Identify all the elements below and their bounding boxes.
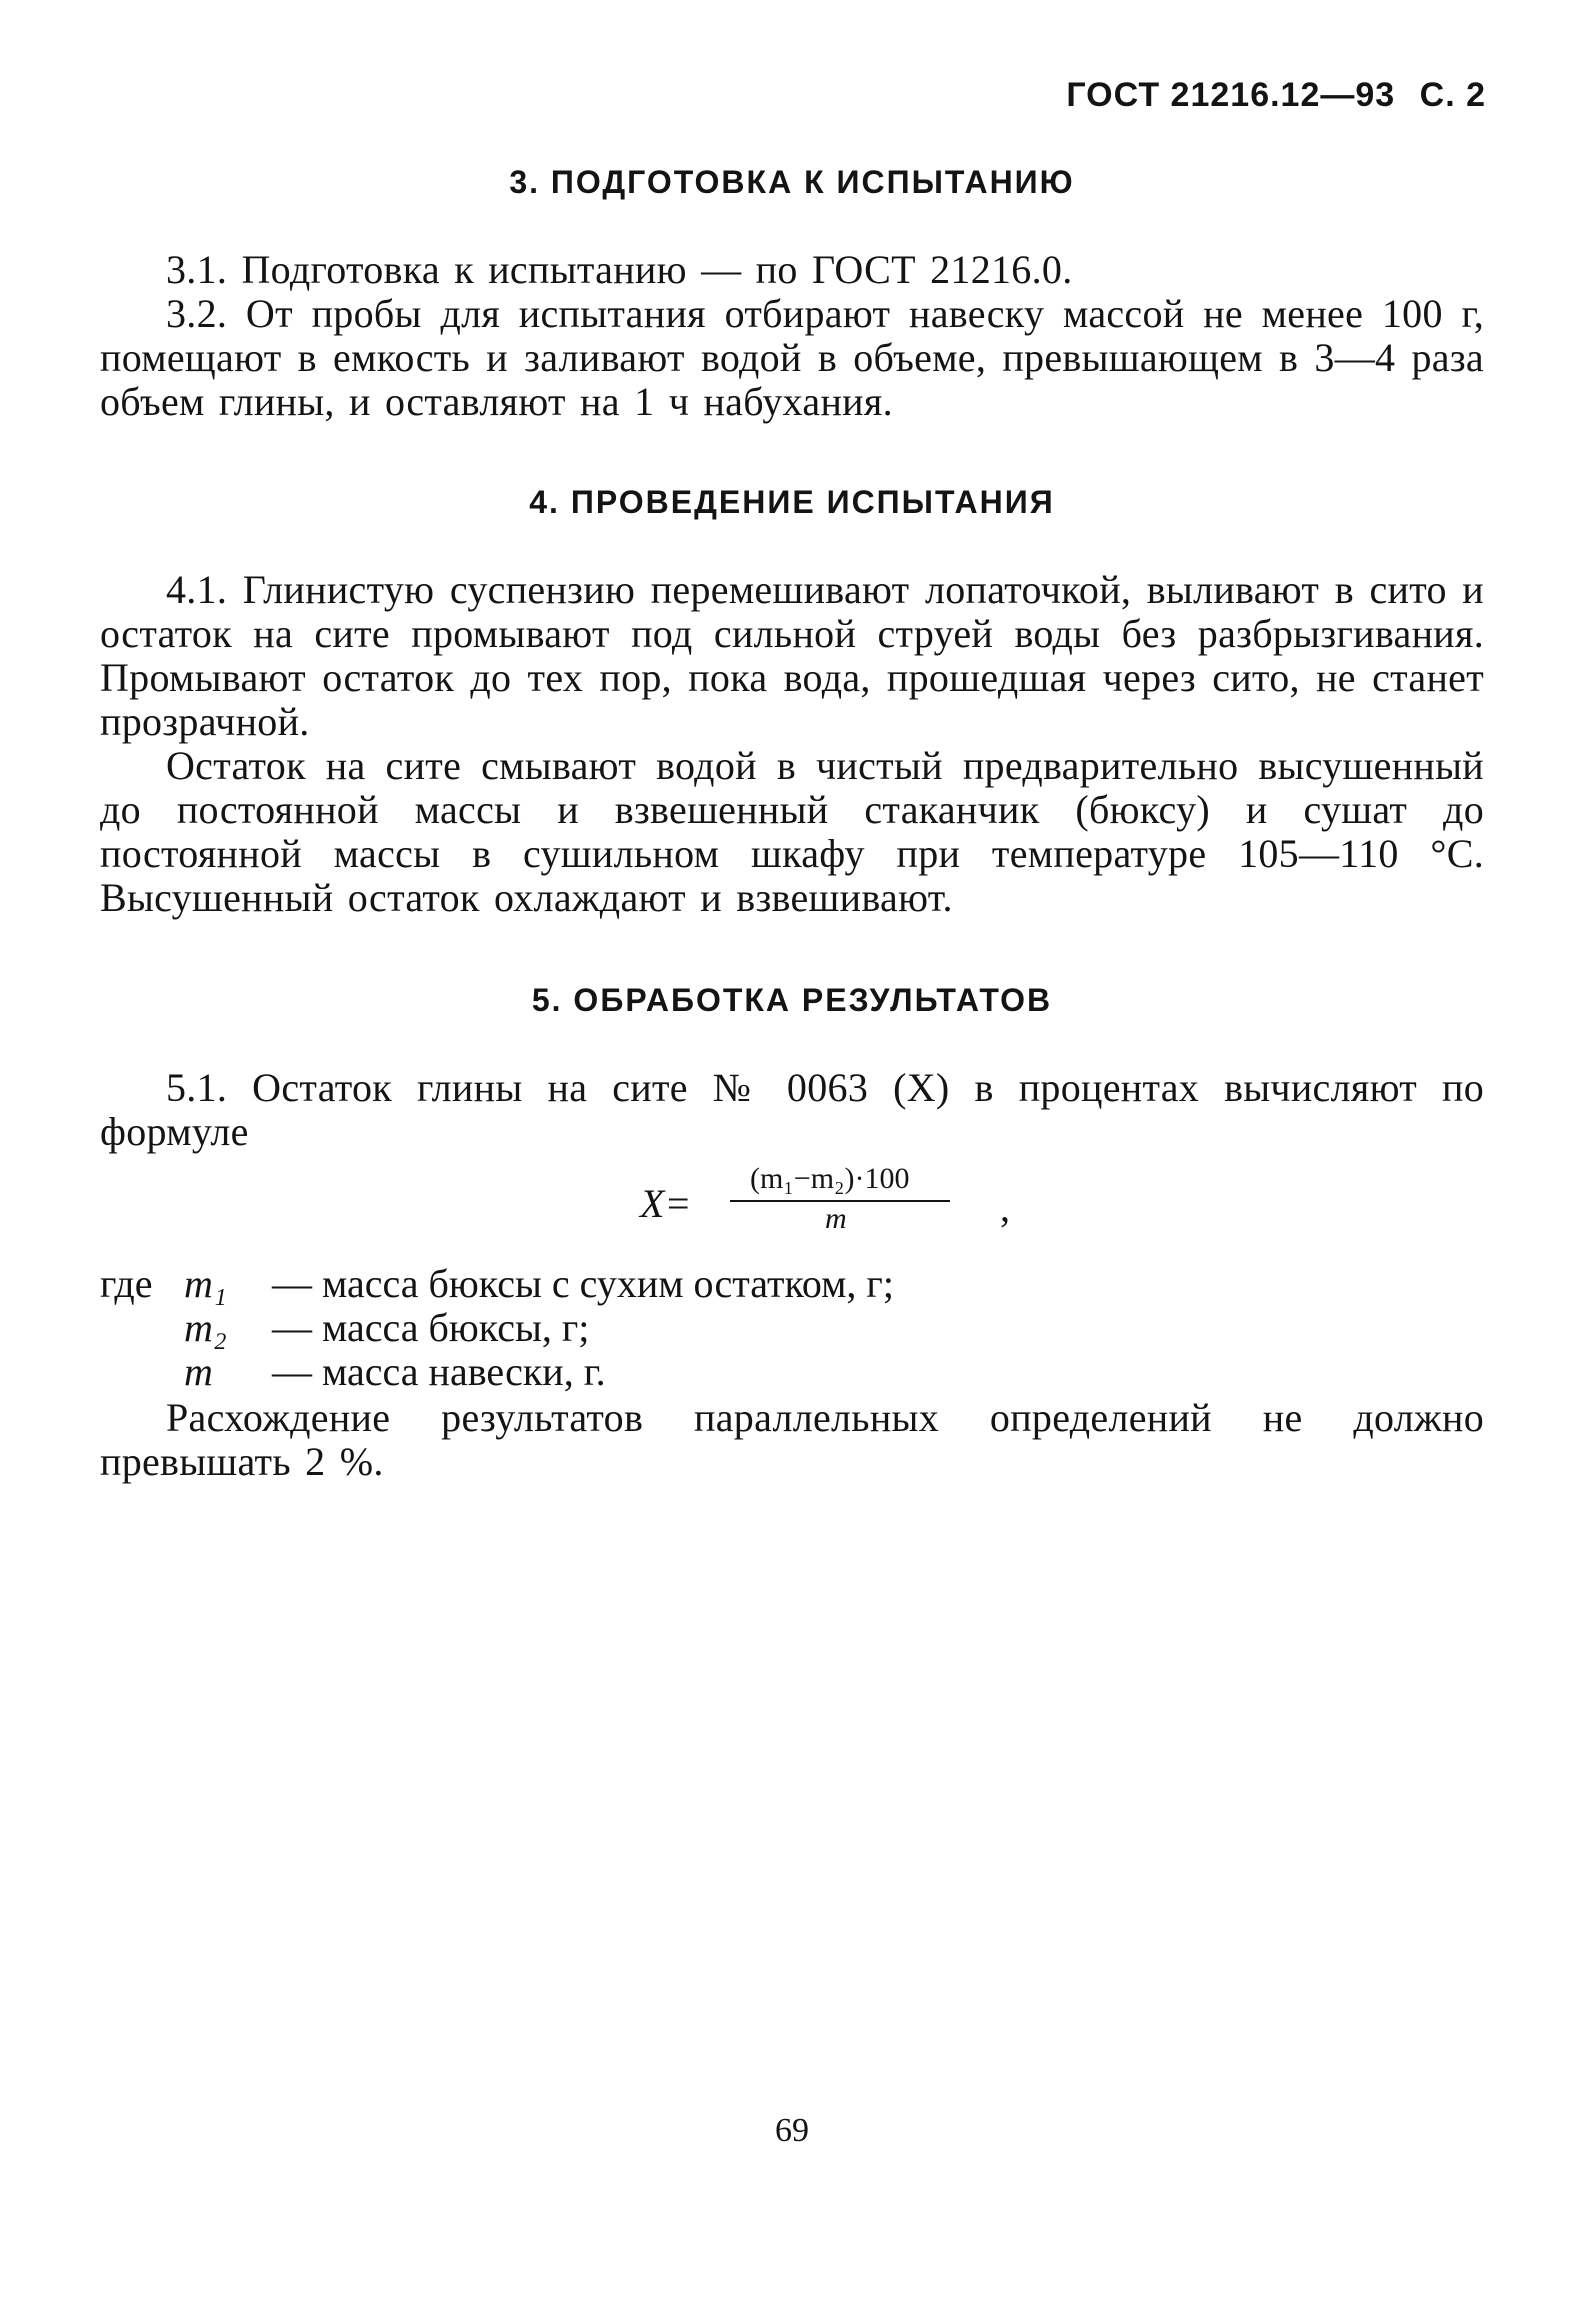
var-m2-description: — масса бюксы, г; xyxy=(272,1305,590,1350)
var-m1-symbol: m₁ xyxy=(184,1261,227,1306)
where-label: где xyxy=(100,1261,153,1306)
header-standard: ГОСТ 21216.12—93 xyxy=(1066,76,1396,114)
section-3-1-paragraph: 3.1. Подготовка к испытанию — по ГОСТ 21216.0. xyxy=(166,247,1073,292)
var-m-description: — масса навески, г. xyxy=(272,1349,606,1394)
section-3-2-paragraph: 3.2. От пробы для испытания отбирают навеску массой не менее 100 г, помещают в емкость и заливают водой в объеме, превышающем в 3—4 раза объем глины, и оставляют на 1 ч набухания. xyxy=(100,291,1484,424)
section-5-1-paragraph: 5.1. Остаток глины на сите № 0063 (X) в процентах вычисляют по формуле xyxy=(100,1065,1484,1154)
section-3-title: 3. ПОДГОТОВКА К ИСПЫТАНИЮ xyxy=(509,164,1075,200)
var-m1-description: — масса бюксы с сухим остатком, г; xyxy=(272,1261,894,1306)
section-4-1-paragraph: 4.1. Глинистую суспензию перемешивают лопаточкой, выливают в сито и остаток на сите промывают под сильной струей воды без разбрызгивания. Промывают остаток до тех пор, пока вода, прошедшая через сито, не станет прозрачной. xyxy=(100,567,1484,744)
header-page-label: С. 2 xyxy=(1419,76,1486,114)
var-m-symbol: m xyxy=(184,1349,213,1394)
discrepancy-paragraph: Расхождение результатов параллельных определений не должно превышать 2 %. xyxy=(100,1395,1484,1484)
page-header xyxy=(1052,76,1486,115)
section-5-title: 5. ОБРАБОТКА РЕЗУЛЬТАТОВ xyxy=(531,982,1053,1018)
formula-numerator: (m₁−m₂)·100 xyxy=(750,1162,910,1195)
section-4-remainder-paragraph: Остаток на сите смывают водой в чистый предварительно высушенный до постоянной массы и взвешенный стаканчик (бюксу) и сушат до постоянной массы в сушильном шкафу при температуре 105—110 °С. Высушенный остаток охлаждают и взвешивают. xyxy=(100,743,1484,920)
page-number: 69 xyxy=(775,2112,809,2149)
formula-trailing-comma: , xyxy=(1000,1185,1010,1230)
formula-lhs: X= xyxy=(640,1181,692,1226)
section-4-title: 4. ПРОВЕДЕНИЕ ИСПЫТАНИЯ xyxy=(529,484,1055,520)
formula xyxy=(640,1162,1060,1242)
formula-denominator: m xyxy=(825,1202,847,1235)
var-m2-symbol: m₂ xyxy=(184,1305,227,1350)
